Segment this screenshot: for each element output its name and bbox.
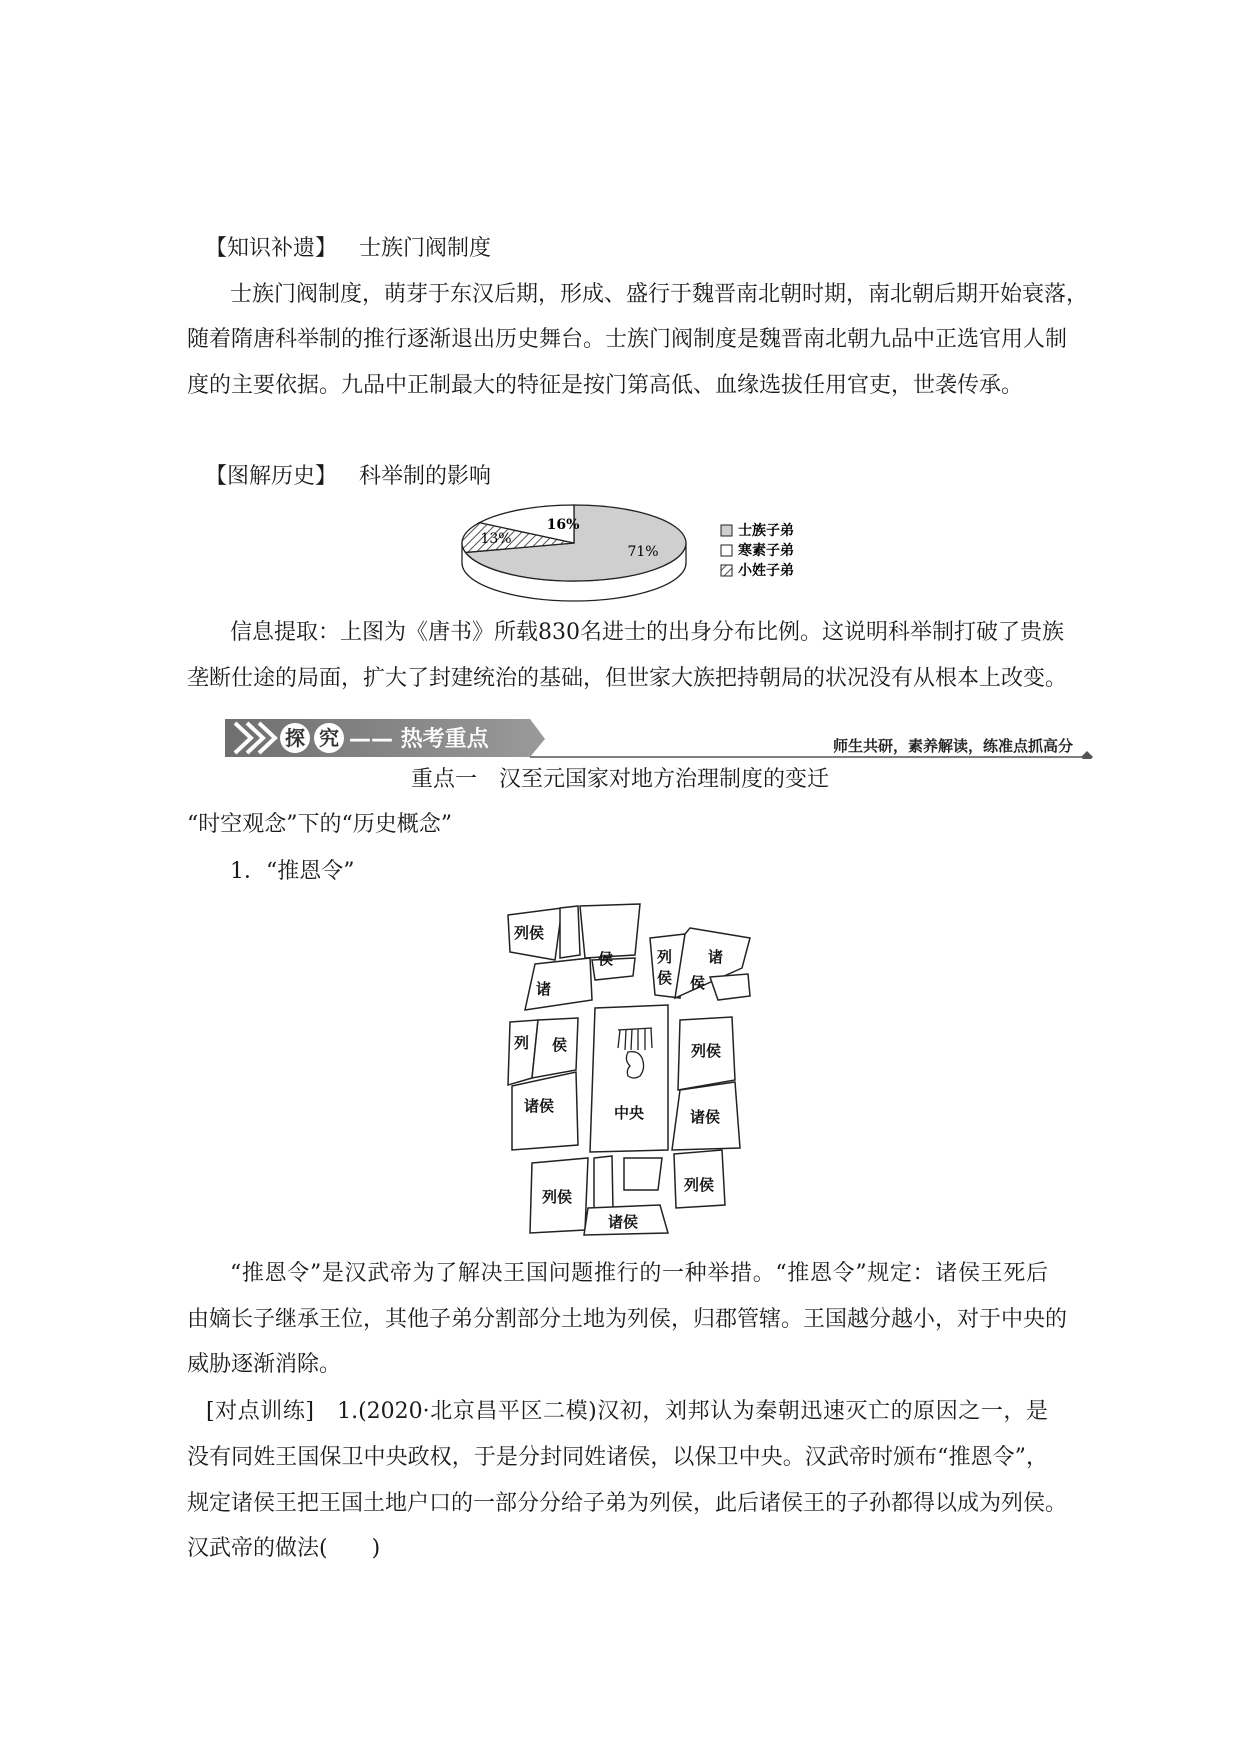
supplement-heading [205, 234, 491, 264]
supplement-title: 士族门阀制度 [359, 236, 492, 261]
map-label-center: 中央 [614, 1104, 645, 1122]
graphic-heading [205, 462, 491, 492]
map-piece-2 [560, 906, 580, 958]
desc-line-2: 由嫡长子继承王位，其他子弟分割部分土地为列侯，归郡管辖。王国越分越小，对于中央的 [187, 1307, 1068, 1332]
map-label-zh4: 诸侯 [524, 1097, 555, 1115]
desc-line-1: “推恩令”是汉武帝为了解决王国问题推行的一种举措。“推恩令”规定：诸侯王死后 [230, 1261, 1048, 1286]
concept-line: “时空观念”下的“历史概念” [187, 812, 452, 837]
pie-label-sz: 71% [627, 544, 659, 560]
exercise-line-1: [对点训练] 1.(2020·北京昌平区二模)汉初，刘邦认为秦朝迅速灭亡的原因之一，是 [206, 1399, 1048, 1424]
map-label-lie2: 列 [657, 948, 673, 966]
map-label-lh6: 列侯 [542, 1188, 573, 1206]
map-label-hou1: 侯 [598, 950, 614, 968]
legend-label-xx: 小姓子弟 [738, 563, 794, 579]
legend-swatch-hs [721, 545, 732, 556]
graphic-title: 科举制的影响 [359, 464, 492, 489]
legend-label-hs: 寒素子弟 [738, 543, 794, 559]
map-label-hou4: 侯 [552, 1036, 568, 1054]
section-heading: 重点一 汉至元国家对地方治理制度的变迁 [411, 767, 830, 792]
exercise-line-3: 规定诸侯王把王国土地户口的一部分分给子弟为列侯，此后诸侯王的子孙都得以成为列侯。 [187, 1491, 1068, 1516]
map-label-zhu3: 诸 [708, 948, 724, 966]
pie-label-xx: 13% [480, 531, 512, 547]
graphic-tag: 【图解历史】 [205, 464, 338, 489]
map-label-zh5: 诸侯 [690, 1108, 721, 1126]
map-label-lie4: 列 [514, 1034, 530, 1052]
map-label-lh5: 列侯 [691, 1042, 722, 1060]
info-line-1: 信息提取：上图为《唐书》所载830名进士的出身分布比例。这说明科举制打破了贵族 [230, 620, 1064, 645]
legend-swatch-sz [721, 525, 732, 536]
map-piece-12 [590, 1005, 668, 1152]
banner-title: —— 热考重点 [349, 727, 489, 752]
section-banner [225, 715, 1105, 759]
tuienling-map [500, 900, 780, 1240]
banner-char-1: 探 [285, 726, 305, 750]
legend-label-sz: 士族子弟 [738, 523, 794, 539]
map-label-zhu1: 诸 [536, 980, 552, 998]
pie-chart [460, 500, 810, 620]
supplement-line-1: 士族门阀制度，萌芽于东汉后期，形成、盛行于魏晋南北朝时期，南北朝后期开始衰落， [230, 282, 1089, 307]
desc-line-3: 威胁逐渐消除。 [187, 1352, 342, 1377]
banner-char-2: 究 [319, 726, 339, 750]
item-1-title: 1．“推恩令” [230, 859, 355, 884]
map-piece-16 [594, 1156, 613, 1210]
legend-swatch-xx [721, 565, 732, 576]
map-label-lh7: 列侯 [684, 1176, 715, 1194]
banner-slogan: 师生共研，素养解读，练准点抓高分 [832, 737, 1073, 755]
map-piece-18 [624, 1158, 662, 1190]
map-label-hou3: 侯 [690, 974, 706, 992]
map-label-hou2: 侯 [657, 969, 673, 987]
info-line-2: 垄断仕途的局面，扩大了封建统治的基础，但世家大族把持朝局的状况没有从根本上改变。 [187, 666, 1068, 691]
map-piece-8 [710, 974, 750, 1000]
pie-legend [721, 522, 794, 579]
map-label-lh1: 列侯 [514, 924, 545, 942]
exercise-line-2: 没有同姓王国保卫中央政权，于是分封同姓诸侯，以保卫中央。汉武帝时颁布“推恩令”， [187, 1445, 1048, 1470]
map-label-zh6: 诸侯 [608, 1213, 639, 1231]
exercise-line-4: 汉武帝的做法( ) [187, 1536, 381, 1561]
supplement-tag: 【知识补遗】 [205, 236, 338, 261]
pie-label-hs: 16% [546, 517, 580, 533]
supplement-line-3: 度的主要依据。九品中正制最大的特征是按门第高低、血缘选拔任用官吏，世袭传承。 [187, 373, 1024, 398]
supplement-line-2: 随着隋唐科举制的推行逐渐退出历史舞台。士族门阀制度是魏晋南北朝九品中正选官用人制 [187, 327, 1068, 352]
